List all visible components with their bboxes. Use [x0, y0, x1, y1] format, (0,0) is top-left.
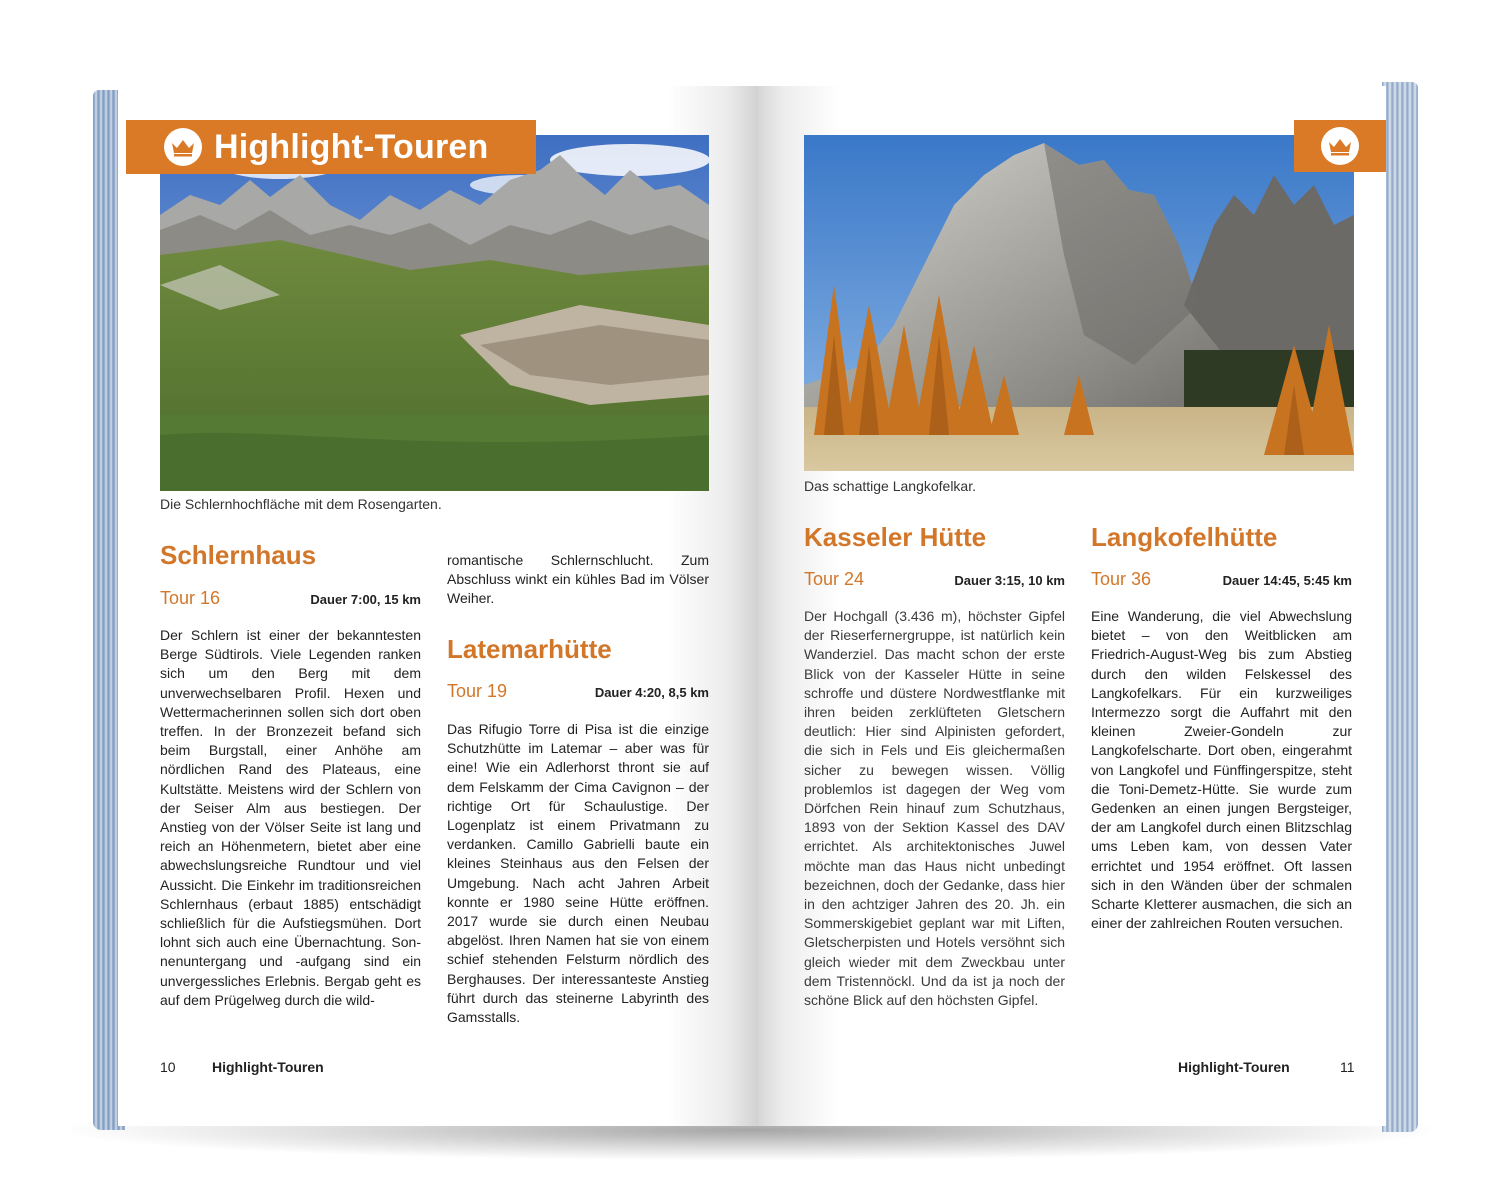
section-text-langkofelhuette: Eine Wanderung, die viel Abwechslung bietet – von den Weitblicken am Friedrich-August-Weg bis zum Abstieg durch den wilden Felskessel des Langkofelkars. Für ein kurzweiliges Intermezzo sorgt die Auffahrt mit den kleinen Zweier-Gondeln zur Langkofelscharte. Dort oben, eingerahmt von Langkofel und Fünffingerspitze, steht die Toni-Demetz-Hütte. Sie wurde zum Gedenken an einen jungen Bergsteiger, der am Langkofel durch einen Blitzschlag ums Leben kam, von dessen Vater errichtet und 1954 eröffnet. Oft lassen sich in den Wänden über der schmalen Scharte Kletterer ausmachen, die sich an einer der zahlreichen Routen versuchen.	[1091, 608, 1352, 932]
section-title-langkofelhuette: Langkofelhütte	[1091, 522, 1278, 552]
photo-langkofelkar	[804, 135, 1354, 471]
highlight-banner-right	[1294, 120, 1386, 172]
tour-duration: Dauer 3:15, 10 km	[954, 573, 1065, 588]
tour-line-kasseler-huette	[804, 569, 1065, 590]
photo-caption-left: Die Schlernhochfläche mit dem Rosengarten.	[160, 496, 442, 512]
tour-duration: Dauer 4:20, 8,5 km	[594, 685, 709, 700]
tour-line-latemarhuette	[447, 681, 709, 702]
section-title-kasseler-huette: Kasseler Hütte	[804, 522, 987, 552]
crown-icon	[164, 128, 202, 166]
running-title-right: Highlight-Touren	[1178, 1059, 1290, 1075]
section-title-latemarhuette: Latemarhütte	[447, 634, 612, 664]
photo-caption-right: Das schattige Langkofelkar.	[804, 478, 976, 494]
section-text-schlernhaus-continued: romantische Schlernschlucht. Zum Abschluss winkt ein kühles Bad im Völser Weiher.	[447, 552, 709, 607]
section-text-kasseler-huette: Der Hochgall (3.436 m), höchster Gipfel der Rieserfernergruppe, ist natürlich kein Wanderziel. Das macht schon der erste Blick von der Kasseler Hütte in seine schroffe und düstere Nordwestflanke mit ihren beiden zerklüfteten Gletschern deutlich: Hier sind Alpinisten gefordert, die sich in Fels und Eis gleichermaßen sicher zu bewegen wissen. Völlig problemlos ist dagegen der Weg vom Dörfchen Rein hinauf zum Schutzhaus, 1893 von der Sektion Kassel des DAV errichtet. Als architektonisches Juwel möchte man das Haus nicht unbedingt bezeichnen, doch der Gedanke, dass hier in den achtziger Jahren des 20. Jh. ein Sommerskigebiet geplant war mit Liften, Gletscherpisten und Hotels versöhnt sich gleich wieder mit dem Zweckbau unter dem Tristennöckl. Und da ist ja noch der schöne Blick auf den höchsten Gipfel.	[804, 608, 1065, 1009]
tour-number: Tour 24	[804, 569, 865, 589]
section-text-latemarhuette: Das Rifugio Torre di Pisa ist die einzige Schutzhütte im Latemar – aber was für eine! Wie ein Adlerhorst thront sie auf dem Felskamm der Cima Cavignon – der richtige Ort für Schaulustige. Der Logenplatz ist einem Privatmann zu verdanken. Camillo Gabrielli baute ein kleines Steinhaus aus den Felsen der Umgebung. Nach acht Jahren Arbeit konnte er 1980 seine Hütte eröffnen. 2017 wurde sie durch einen Neubau abgelöst. Ihren Namen hat sie von einem schief stehenden Felsturm nördlich des Berghauses. Der interessanteste Anstieg führt durch das steinerne Labyrinth des Gamsstalls.	[447, 721, 709, 1026]
photo-schlern-rosengarten	[160, 135, 709, 491]
tour-number: Tour 16	[160, 588, 221, 608]
tour-line-schlernhaus	[160, 588, 421, 609]
tour-number: Tour 36	[1091, 569, 1152, 589]
banner-title: Highlight-Touren	[214, 127, 489, 166]
page-number-left: 10	[160, 1059, 176, 1075]
page-edges-right	[1382, 82, 1418, 1132]
page-number-right: 11	[1340, 1059, 1355, 1075]
section-text-schlernhaus: Der Schlern ist einer der bekanntesten Berge Südtirols. Viele Legenden ranken sich um den Berg mit dem unverwechselbaren Profil. Hexen und Wettermacherinnen sollen sich dort oben treffen. In der Bronzezeit befand sich beim Burgstall, einer Anhöhe am nördlichen Rand des Plateaus, eine Kultstätte. Meistens wird der Schlern von der Seiser Alm aus bestiegen. Der Anstieg von der Völser Seite ist lang und reich an Höhenmetern, bietet aber eine abwechslungsreiche Rundtour und viel Aussicht. Die Einkehr im traditionsreichen Schlernhaus (erbaut 1885) entschädigt schließlich für die Aufstiegsmühen. Dort lohnt sich auch eine Übernachtung. Sonnenuntergang und -aufgang sind ein unvergessliches Erlebnis. Bergab geht es auf dem Prügelweg durch die wild-	[160, 627, 421, 1008]
running-title-left: Highlight-Touren	[212, 1059, 324, 1075]
tour-line-langkofelhuette	[1091, 569, 1352, 590]
crown-icon	[1321, 127, 1359, 165]
tour-number: Tour 19	[447, 681, 508, 701]
highlight-banner	[126, 120, 536, 174]
section-title-schlernhaus: Schlernhaus	[160, 540, 317, 570]
tour-duration: Dauer 14:45, 5:45 km	[1222, 573, 1352, 588]
tour-duration: Dauer 7:00, 15 km	[310, 592, 421, 607]
